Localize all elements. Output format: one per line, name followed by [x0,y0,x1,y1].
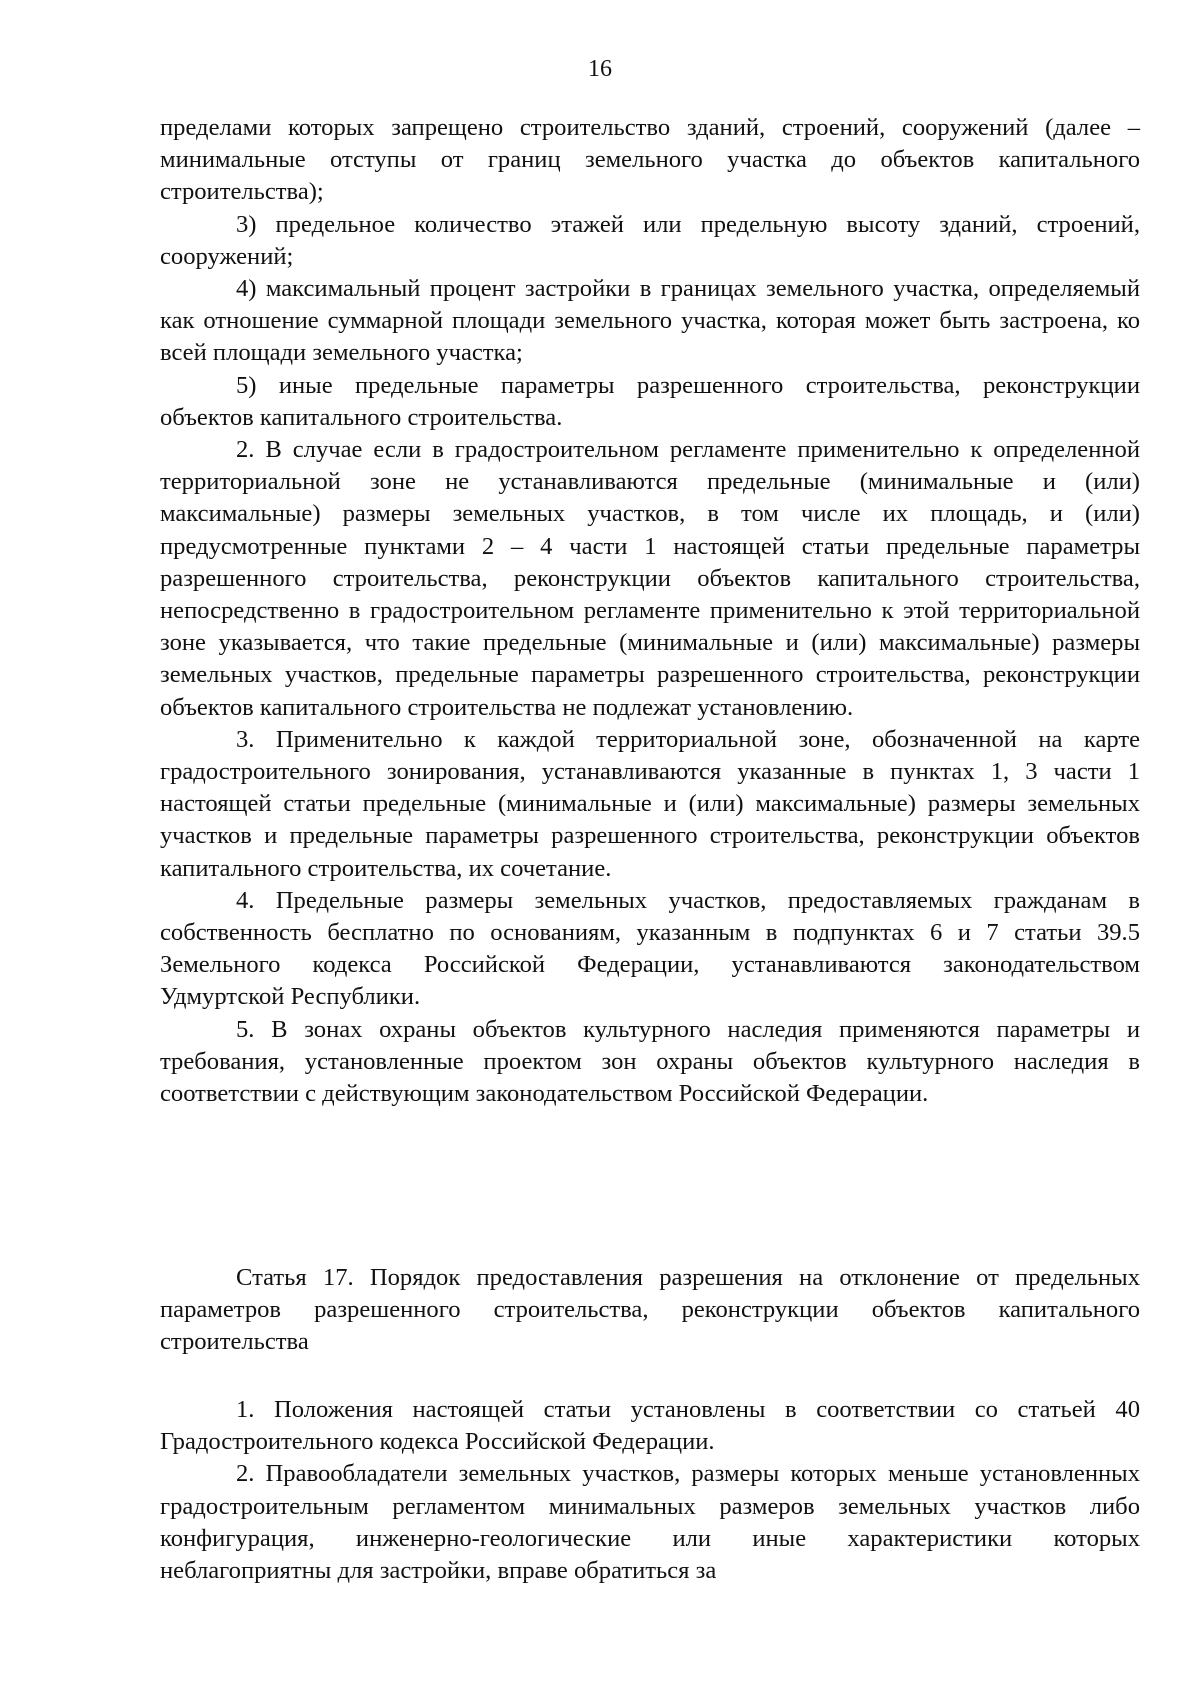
paragraph-item-4: 4) максимальный процент застройки в границах земельного участка, определяемый как отношение суммарной площади земельного участка, которая может быть застроена, ко всей площади земельного участка; [160,275,1140,367]
article-heading: Статья 17. Порядок предоставления разрешения на отклонение от предельных параметров разрешенного строительства, реконструкции объектов капитального строительства [160,1264,1140,1356]
paragraph-part-5: 5. В зонах охраны объектов культурного наследия применяются параметры и требования, установленные проектом зон охраны объектов культурного наследия в соответствии с действующим законодательством Российской Федерации. [160,1015,1140,1108]
page-number: 16 [588,56,612,82]
paragraph-continuation: пределами которых запрещено строительство зданий, строений, сооружений (далее – минимальные отступы от границ земельного участка до объектов капитального строительства); [160,114,1140,206]
article-17-heading-block [160,1262,1140,1359]
paragraph-part-4: 4. Предельные размеры земельных участков, предоставляемых гражданам в собственность бесплатно по основаниям, указанным в подпунктах 6 и 7 статьи 39.5 Земельного кодекса Российской Федерации, устанавливаются законодательством Удмуртской Республики. [160,886,1140,1011]
paragraph-article-17-part-1: 1. Положения настоящей статьи установлены в соответствии со статьей 40 Градостроительного кодекса Российской Федерации. [160,1396,1140,1456]
paragraph-part-2: 2. В случае если в градостроительном регламенте применительно к определенной территориальной зоне не устанавливаются предельные (минимальные и (или) максимальные) размеры земельных участков, в том числе их площадь, и (или) предусмотренные пунктами 2 – 4 части 1 настоящей статьи предельные параметры разрешенного строительства, реконструкции объектов капитального строительства, непосредственно в градостроительном регламенте применительно к этой территориальной зоне указывается, что такие предельные (минимальные и (или) максимальные) размеры земельных участков, предельные параметры разрешенного строительства, реконструкции объектов капитального строительства не подлежат установлению. [160,436,1140,721]
paragraph-item-5: 5) иные предельные параметры разрешенного строительства, реконструкции объектов капитального строительства. [160,371,1140,431]
paragraph-article-17-part-2: 2. Правообладатели земельных участков, размеры которых меньше установленных градостроительным регламентом минимальных размеров земельных участков либо конфигурация, инженерно-геологические или иные характеристики которых неблагоприятны для застройки, вправе обратиться за [160,1460,1140,1585]
article-16-continuation [160,112,1140,1110]
paragraph-part-3: 3. Применительно к каждой территориальной зоне, обозначенной на карте градостроительного зонирования, устанавливаются указанные в пунктах 1, 3 части 1 настоящей статьи предельные (минимальные и (или) максимальные) размеры земельных участков и предельные параметры разрешенного строительства, реконструкции объектов капитального строительства, их сочетание. [160,725,1140,882]
paragraph-item-3: 3) предельное количество этажей или предельную высоту зданий, строений, сооружений; [160,210,1140,270]
article-17-body [160,1394,1140,1587]
